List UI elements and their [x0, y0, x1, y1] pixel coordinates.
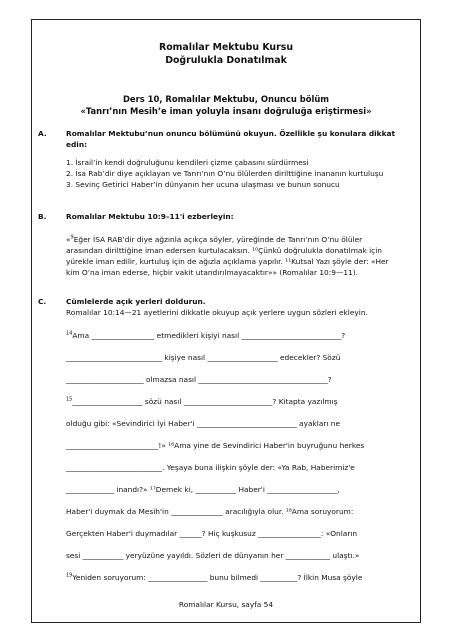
- course-title: Romalılar Mektubu Kursu: [159, 42, 293, 53]
- fill-line: $^{15}$___________________ sözü nasıl ________________________? Kitapta yazılmış: [66, 396, 338, 406]
- section-a-letter: A.: [38, 129, 47, 138]
- section-a-heading-cont: edin:: [66, 140, 88, 149]
- page-footer: Romalılar Kursu, sayfa 54: [178, 600, 274, 609]
- fill-line: Haber'i duymak da Mesih'in ______________ aracılığıyla olur. ¹⁸Ama soruyorum:: [66, 507, 354, 516]
- verse-number: 15: [66, 396, 73, 403]
- fill-line: $^{19}$Yeniden soruyorum: ________________ bunu bilmedi __________? İlkin Musa şöyle: [66, 572, 363, 582]
- quote-line: «$^9$Eğer İSA RAB’dir diye ağzınla açıkça söyler, yüreğinde de Tanrı’nın O’nu ölüler: [66, 234, 363, 244]
- lesson-title: Ders 10, Romalılar Mektubu, Onuncu bölüm: [122, 94, 330, 104]
- section-c-letter: C.: [38, 297, 47, 306]
- section-b-letter: B.: [38, 212, 47, 221]
- quote-line: yürekle iman edilir, kurtuluş için de ağızla açıklama yapılır. ¹¹Kutsal Yazı şöyle der: «Her: [66, 257, 389, 266]
- verse-number: 14: [66, 330, 73, 337]
- quote-line: kim O’na iman ederse, hiçbir vakit utandırılmayacaktır»» (Romalılar 10:9—11).: [66, 268, 358, 277]
- fill-line: $^{14}$Ama _________________ etmedikleri kişiyi nasıl ___________________________?: [66, 330, 346, 340]
- fill-line: __________________________. Yeşaya buna ilişkin şöyle der: «Ya Rab, Haberimiz'e: [66, 463, 355, 472]
- verse-number: 9: [70, 234, 74, 241]
- section-c-intro: Romalılar 10:14—21 ayetlerini dikkatle okuyup açık yerlere uygun sözleri ekleyin.: [66, 308, 368, 317]
- fill-line: __________________________ kişiye nasıl ___________________ edecekler? Sözü: [66, 353, 341, 362]
- fill-line: sesi ___________ yeryüzüne yayıldı. Sözleri de dünyanın her ____________ ulaştı.»: [66, 551, 360, 560]
- verse-number: 19: [66, 572, 73, 579]
- section-c-heading: Cümlelerde açık yerleri doldurun.: [66, 297, 206, 306]
- lesson-subtitle: «Tanrı’nın Mesih’e iman yoluyla insanı doğruluğa eriştirmesi»: [80, 106, 372, 116]
- section-a-heading: Romalılar Mektubu’nun onuncu bölümünü okuyun. Özellikle şu konulara dikkat: [66, 129, 396, 138]
- list-item: 1. İsrail’in kendi doğruluğunu kendileri çizme çabasını sürdürmesi: [66, 158, 309, 167]
- fill-line: Gerçekten Haber'i duymadılar ______? Hiç kuşkusuz _________________: «Onların: [66, 529, 358, 538]
- section-b-heading: Romalılar Mektubu 10:9–11'i ezberleyin:: [66, 212, 234, 221]
- fill-line: _____________ inandı?» ¹⁷Demek ki, ___________ Haber'i ___________________,: [66, 485, 340, 494]
- fill-line: olduğu gibi: «Sevindirici İyi Haber'i ___________________________ ayakları ne: [66, 419, 341, 428]
- list-item: 2. İsa Rab’dir diye açıklayan ve Tanrı’nın O’nu ölülerden dirilttiğine inananın kurtuluşu: [66, 169, 384, 178]
- course-subtitle: Doğrulukla Donatılmak: [165, 55, 287, 66]
- fill-line: _________________________!» ¹⁶Ama yine de Sevindirici Haber'in buyruğunu herkes: [66, 441, 365, 450]
- list-item: 3. Sevinç Getirici Haber’in dünyanın her ucuna ulaşması ve bunun sonucu: [66, 180, 340, 189]
- quote-line: arasından dirilttiğine iman edersen kurtulacaksın. ¹⁰Çünkü doğrulukla donatılmak için: [66, 246, 382, 255]
- fill-line: _____________________ olmazsa nasıl ___________________________________?: [66, 375, 332, 384]
